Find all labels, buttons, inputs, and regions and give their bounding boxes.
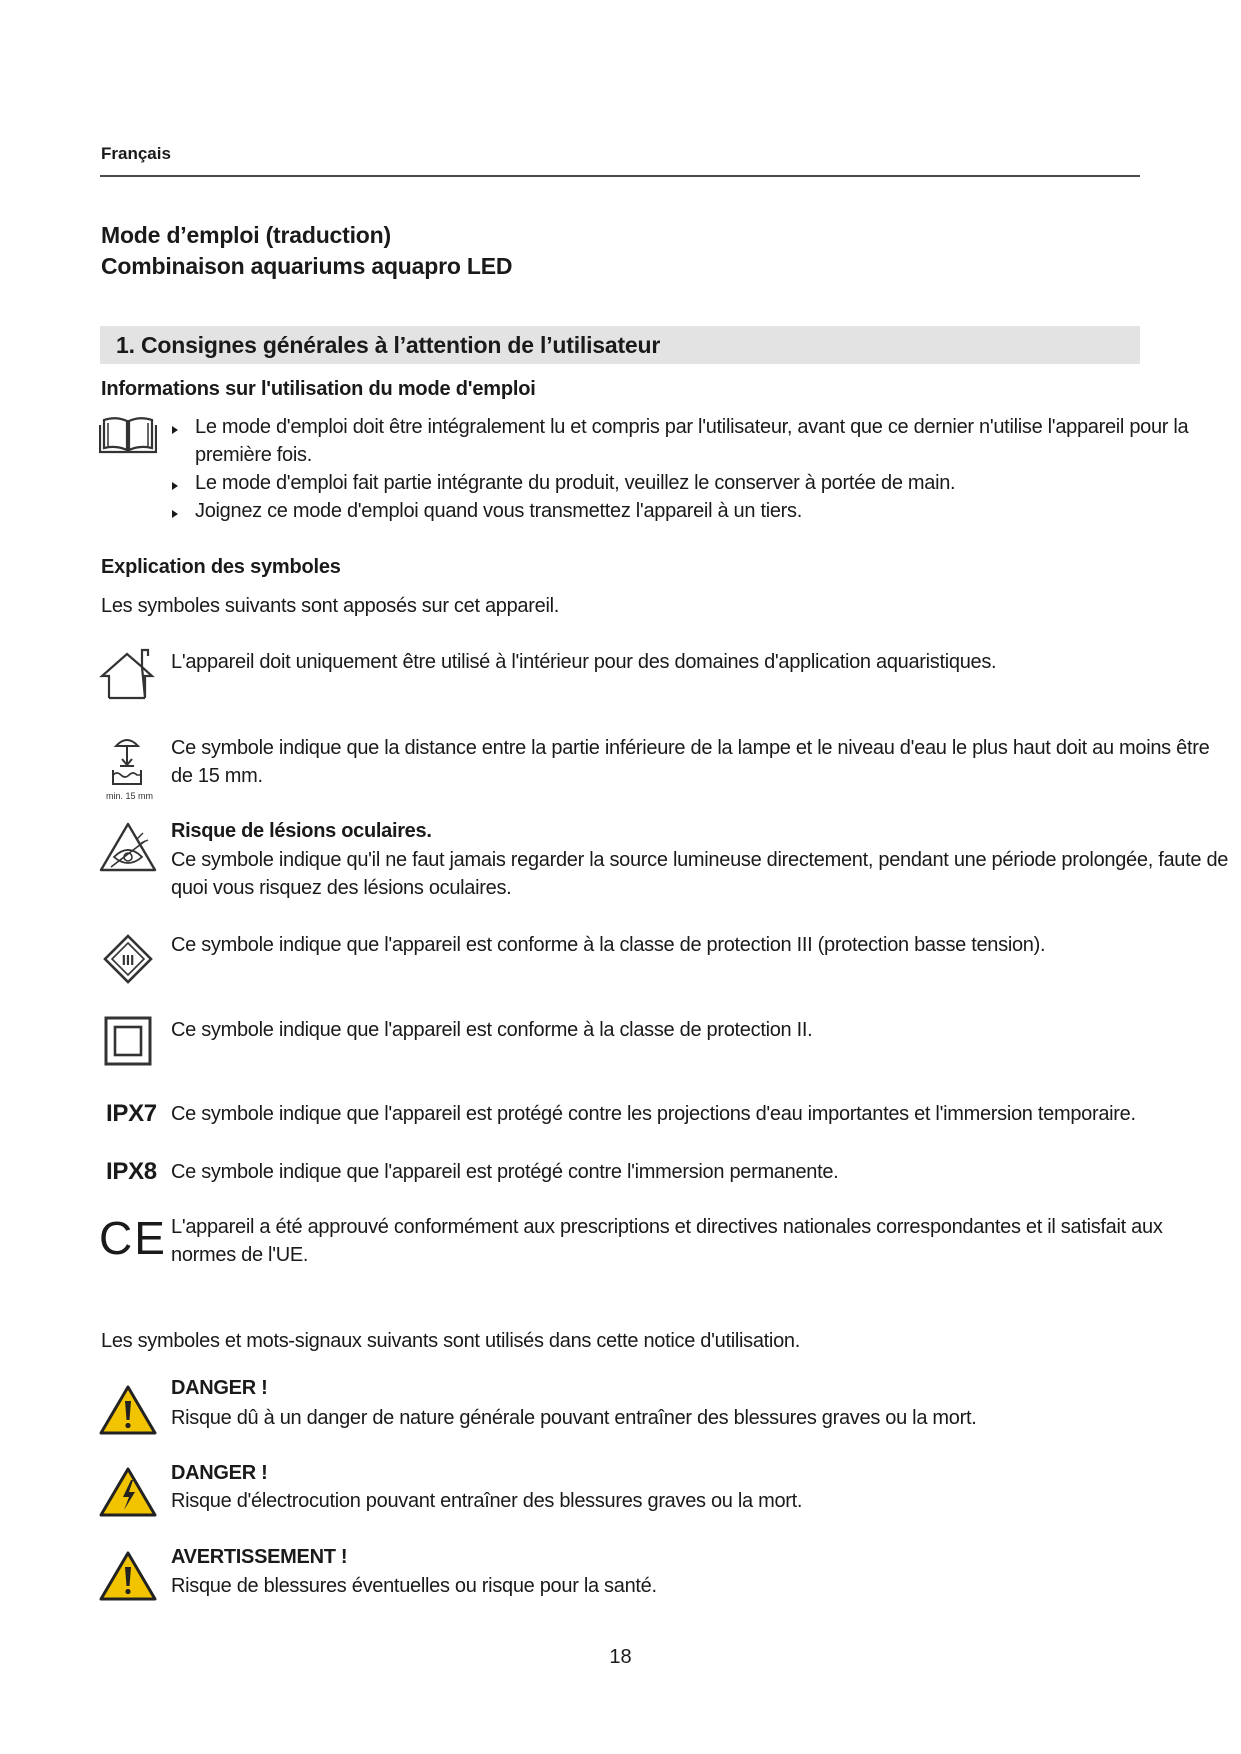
signal-2-text: Risque d'électrocution pouvant entraîner des blessures graves ou la mort. — [171, 1490, 803, 1512]
general-danger-icon — [99, 1384, 157, 1436]
distance-label: min. 15 mm — [106, 791, 154, 801]
warning-icon — [99, 1550, 157, 1602]
manual-info-heading: Informations sur l'utilisation du mode d'emploi — [101, 378, 536, 400]
page-number: 18 — [609, 1646, 632, 1668]
signal-1-title: DANGER ! — [171, 1377, 268, 1399]
language-label: Français — [101, 144, 171, 163]
distance-text-2: de 15 mm. — [171, 765, 263, 787]
signal-2-title: DANGER ! — [171, 1462, 268, 1484]
protection-class-2-icon — [104, 1016, 152, 1066]
header-rule — [100, 175, 1140, 177]
signal-3-title: AVERTISSEMENT ! — [171, 1546, 348, 1568]
eye-damage-text-2: quoi vous risquez des lésions oculaires. — [171, 877, 512, 899]
ce-text-1: L'appareil a été approuvé conformément aux prescriptions et directives nationales correspondantes et il satisfait aux — [171, 1216, 1163, 1238]
book-icon — [99, 414, 157, 454]
class-3-mark: III — [121, 952, 135, 969]
manual-info-bullet-1-cont: première fois. — [195, 444, 312, 466]
ipx8-label: IPX8 — [106, 1158, 157, 1185]
distance-text-1: Ce symbole indique que la distance entre la partie inférieure de la lampe et le niveau d'eau le plus haut doit au moins être — [171, 737, 1210, 759]
ipx7-label: IPX7 — [106, 1100, 157, 1127]
ipx8-text: Ce symbole indique que l'appareil est protégé contre l'immersion permanente. — [171, 1161, 839, 1183]
doc-title-line2: Combinaison aquariums aquapro LED — [101, 253, 513, 279]
class-2-text: Ce symbole indique que l'appareil est conforme à la classe de protection II. — [171, 1019, 813, 1041]
signal-1-text: Risque dû à un danger de nature générale pouvant entraîner des blessures graves ou la mort. — [171, 1407, 977, 1429]
eye-damage-title: Risque de lésions oculaires. — [171, 820, 432, 842]
ce-mark: CE — [99, 1212, 167, 1264]
doc-title-line1: Mode d’emploi (traduction) — [101, 222, 391, 248]
indoor-text: L'appareil doit uniquement être utilisé à l'intérieur pour des domaines d'application aquaristiques. — [171, 651, 997, 673]
ce-text-2: normes de l'UE. — [171, 1244, 309, 1266]
manual-info-bullet-2: Le mode d'emploi fait partie intégrante du produit, veuillez le conserver à portée de main. — [195, 472, 956, 494]
indoor-house-icon — [99, 648, 155, 700]
symbols-intro: Les symboles suivants sont apposés sur cet appareil. — [101, 595, 559, 617]
distance-lamp-icon — [110, 734, 144, 788]
electric-shock-danger-icon — [99, 1466, 157, 1518]
signal-3-text: Risque de blessures éventuelles ou risque pour la santé. — [171, 1575, 657, 1597]
symbols-heading: Explication des symboles — [101, 556, 341, 578]
class-3-text: Ce symbole indique que l'appareil est conforme à la classe de protection III (protection basse tension). — [171, 934, 1046, 956]
ipx7-text: Ce symbole indique que l'appareil est protégé contre les projections d'eau importantes et l'immersion temporaire. — [171, 1103, 1136, 1125]
protection-class-3-icon — [103, 934, 153, 984]
section-heading: 1. Consignes générales à l’attention de l’utilisateur — [116, 332, 661, 358]
eye-damage-text-1: Ce symbole indique qu'il ne faut jamais regarder la source lumineuse directement, pendant une période prolongée, faute de — [171, 849, 1229, 871]
manual-info-bullet-1: Le mode d'emploi doit être intégralement lu et compris par l'utilisateur, avant que ce dernier n'utilise l'appareil pour la — [195, 416, 1189, 438]
eye-damage-warning-icon — [99, 821, 157, 873]
signal-intro: Les symboles et mots-signaux suivants sont utilisés dans cette notice d'utilisation. — [101, 1330, 800, 1352]
manual-info-bullet-3: Joignez ce mode d'emploi quand vous transmettez l'appareil à un tiers. — [195, 500, 802, 522]
